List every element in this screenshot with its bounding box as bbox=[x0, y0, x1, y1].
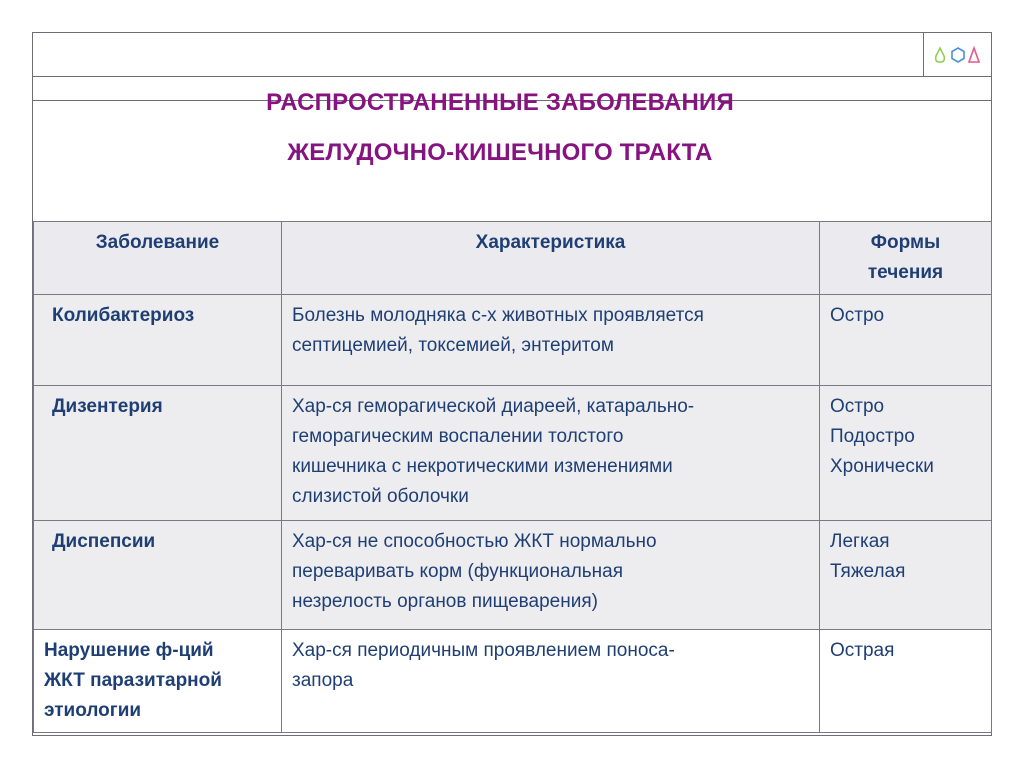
title-line-2: ЖЕЛУДОЧНО-КИШЕЧНОГО ТРАКТА bbox=[287, 139, 713, 166]
desc-line: септицемией, токсемией, энтеритом bbox=[292, 335, 614, 356]
desc-line: кишечника с некротическими изменениями bbox=[292, 456, 673, 477]
row-forms bbox=[820, 386, 992, 521]
row-forms bbox=[820, 521, 992, 630]
desc-line: Болезнь молодняка с-х животных проявляется bbox=[292, 305, 704, 326]
page-title bbox=[0, 78, 1000, 178]
diseases-table bbox=[33, 221, 992, 733]
row-forms bbox=[820, 295, 992, 386]
form-line: Тяжелая bbox=[830, 561, 906, 582]
desc-line: Хар-ся геморагической диареей, катарально- bbox=[292, 396, 695, 417]
form-line: Остро bbox=[830, 305, 885, 326]
desc-line: слизистой оболочки bbox=[292, 486, 469, 507]
row-description bbox=[282, 295, 820, 386]
desc-line: геморагическим воспалении толстого bbox=[292, 426, 624, 447]
desc-line: Хар-ся не способностью ЖКТ нормально bbox=[292, 531, 657, 552]
row-forms bbox=[820, 630, 992, 733]
desc-line: незрелость органов пищеварения) bbox=[292, 591, 598, 612]
top-bar bbox=[33, 33, 991, 77]
desc-line: запора bbox=[292, 670, 354, 691]
table-row bbox=[34, 295, 992, 386]
header-forms bbox=[820, 222, 992, 295]
row-name: Диспепсии bbox=[34, 521, 282, 630]
desc-line: переваривать корм (функциональная bbox=[292, 561, 624, 582]
row-name: Колибактериоз bbox=[34, 295, 282, 386]
row-description bbox=[282, 521, 820, 630]
form-line: Подостро bbox=[830, 426, 915, 447]
row-description bbox=[282, 386, 820, 521]
header-forms-text: Формы течения bbox=[867, 232, 944, 283]
table-row bbox=[34, 630, 992, 733]
header-characteristic: Характеристика bbox=[282, 222, 820, 295]
table-header-row bbox=[34, 222, 992, 295]
name-line: этиологии bbox=[44, 700, 142, 721]
row-name: Дизентерия bbox=[34, 386, 282, 521]
form-line: Хронически bbox=[830, 456, 934, 477]
row-description bbox=[282, 630, 820, 733]
desc-line: Хар-ся периодичным проявлением поноса- bbox=[292, 640, 675, 661]
form-line: Легкая bbox=[830, 531, 890, 552]
table-row bbox=[34, 521, 992, 630]
form-line: Острая bbox=[830, 640, 895, 661]
row-name bbox=[34, 630, 282, 733]
three-shapes-logo-icon bbox=[934, 46, 982, 64]
table-row bbox=[34, 386, 992, 521]
name-line: Нарушение ф-ций bbox=[44, 640, 214, 661]
logo-cell bbox=[923, 33, 991, 77]
form-line: Остро bbox=[830, 396, 885, 417]
header-disease: Заболевание bbox=[34, 222, 282, 295]
name-line: ЖКТ паразитарной bbox=[44, 670, 222, 691]
title-line-1: РАСПРОСТРАНЕННЫЕ ЗАБОЛЕВАНИЯ bbox=[266, 89, 734, 116]
